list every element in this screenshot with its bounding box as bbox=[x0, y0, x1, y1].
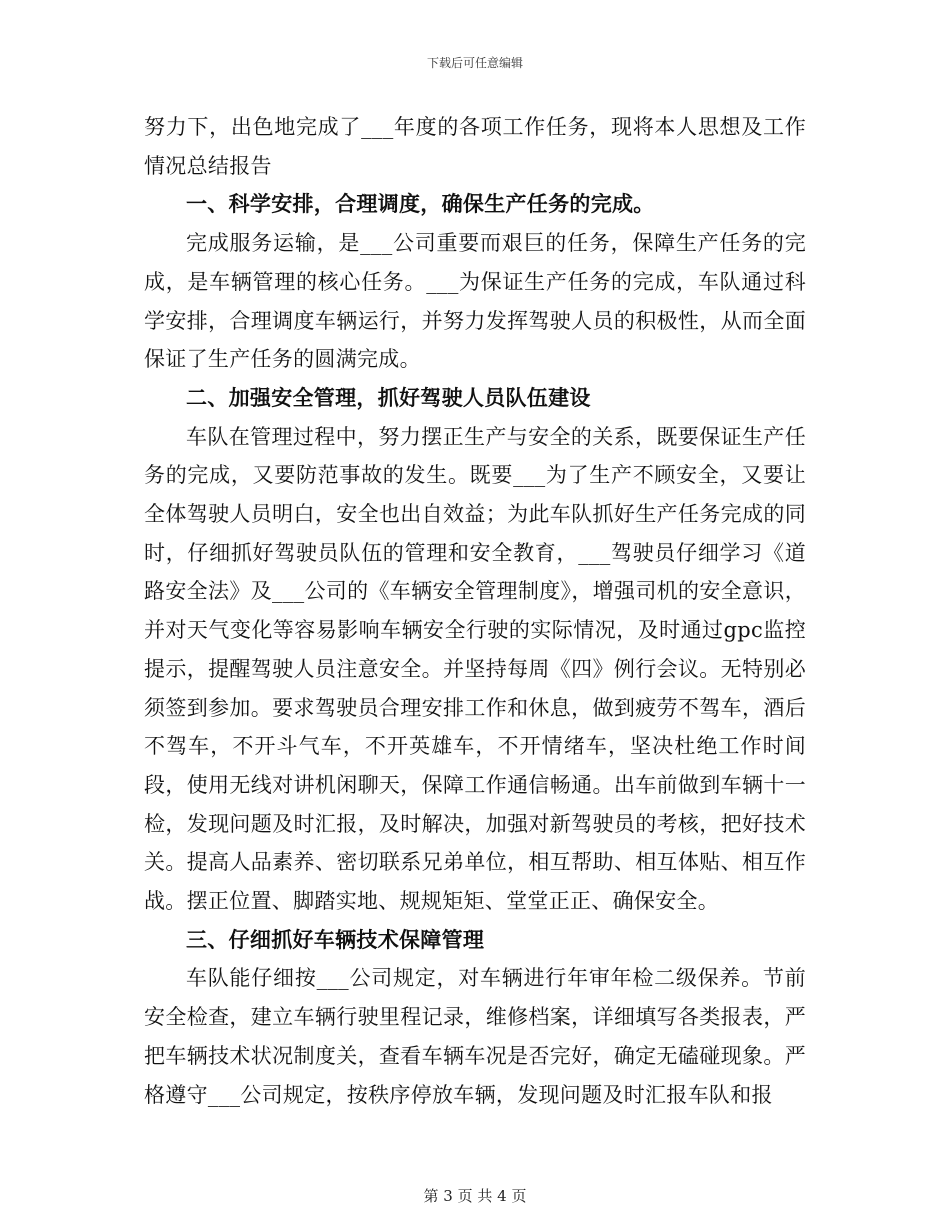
section-heading-1: 一、科学安排，合理调度，确保生产任务的完成。 bbox=[186, 191, 655, 217]
document-body bbox=[144, 108, 806, 1114]
paragraph-section-2: 车队在管理过程中，努力摆正生产与安全的关系，既要保证生产任务的完成，又要防范事故的发生。既要___为了生产不顾安全，又要让全体驾驶人员明白，安全也出自效益；为此车队抓好生产任务完成的同时，仔细抓好驾驶员队伍的管理和安全教育，___驾驶员仔细学习《道路安全法》及___公司的《车辆安全管理制度》，增强司机的安全意识，并对天气变化等容易影响车辆安全行驶的实际情况，及时通过gpc监控提示，提醒驾驶人员注意安全。并坚持每周《四》例行会议。无特别必须签到参加。要求驾驶员合理安排工作和休息，做到疲劳不驾车，酒后不驾车，不开斗气车，不开英雄车，不开情绪车，坚决杜绝工作时间段，使用无线对讲机闲聊天，保障工作通信畅通。出车前做到车辆十一检，发现问题及时汇报，及时解决，加强对新驾驶员的考核，把好技术关。提高人品素养、密切联系兄弟单位，相互帮助、相互体贴、相互作战。摆正位置、脚踏实地、规规矩矩、堂堂正正、确保安全。 bbox=[144, 424, 806, 914]
page-header: 下载后可任意编辑 bbox=[426, 56, 523, 70]
page-number-footer: 第 3 页 共 4 页 bbox=[423, 1187, 527, 1205]
paragraph-section-3: 车队能仔细按___公司规定，对车辆进行年审年检二级保养。节前安全检查，建立车辆行驶里程记录，维修档案，详细填写各类报表，严把车辆技术状况制度关，查看车辆车况是否完好，确定无磕碰现象。严格遵守___公司规定，按秩序停放车辆，发现问题及时汇报车队和报 bbox=[144, 966, 806, 1107]
paragraph-intro: 努力下，出色地完成了___年度的各项工作任务，现将本人思想及工作情况总结报告 bbox=[144, 115, 806, 178]
paragraph-section-1: 完成服务运输，是___公司重要而艰巨的任务，保障生产任务的完成，是车辆管理的核心任务。___为保证生产任务的完成，车队通过科学安排，合理调度车辆运行，并努力发挥驾驶人员的积极性，从而全面保证了生产任务的圆满完成。 bbox=[144, 231, 806, 372]
section-heading-2: 二、加强安全管理，抓好驾驶人员队伍建设 bbox=[186, 384, 591, 410]
section-heading-3: 三、仔细抓好车辆技术保障管理 bbox=[186, 926, 485, 952]
